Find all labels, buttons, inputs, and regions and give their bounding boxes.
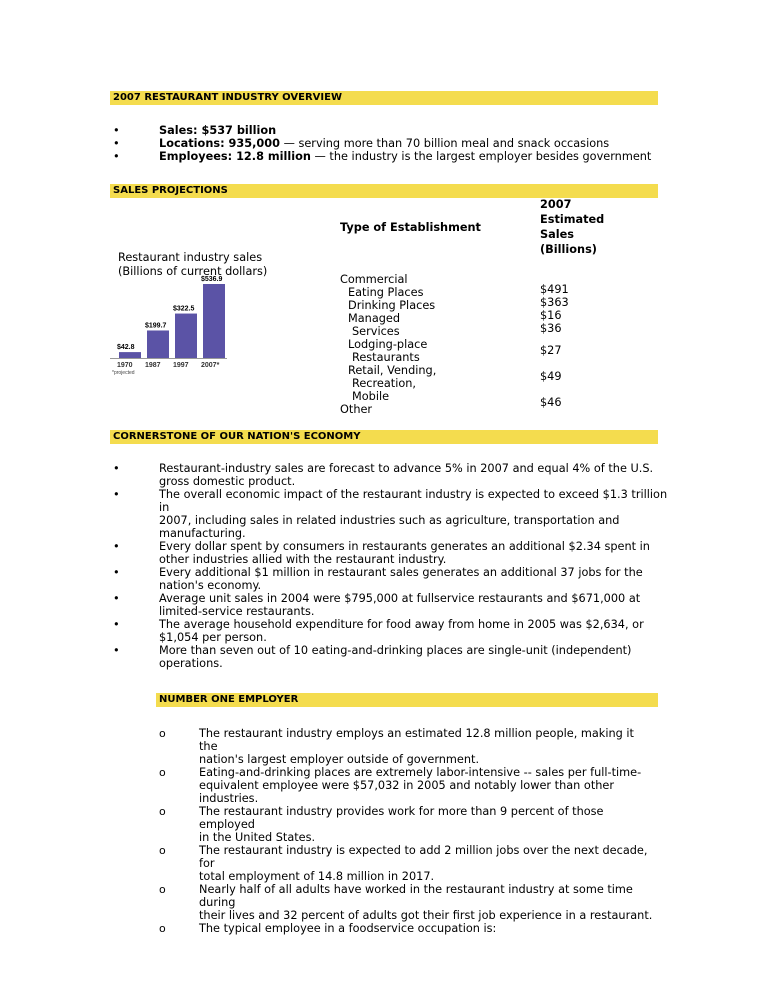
sales-bar-chart	[110, 276, 250, 376]
employer-list	[156, 727, 656, 935]
type-label: Commercial	[340, 273, 408, 286]
chart-tick-label: 2007*	[201, 362, 220, 369]
list-item-line: in the United States.	[199, 831, 316, 844]
list-item	[110, 488, 670, 540]
economy-heading: CORNERSTONE OF OUR NATION'S ECONOMY	[110, 430, 658, 444]
bullet-icon: •	[113, 488, 120, 501]
sales-heading: SALES PROJECTIONS	[110, 184, 658, 198]
bullet-icon: •	[113, 150, 120, 163]
chart-tick-label: 1997	[173, 362, 189, 369]
chart-tick-label: 1987	[145, 362, 161, 369]
list-item-line: gross domestic product.	[159, 475, 296, 488]
list-item-line: nation's largest employer outside of government.	[199, 753, 480, 766]
list-item-line: The restaurant industry employs an estimated 12.8 million people, making it the	[199, 727, 634, 753]
sales-value: $46	[540, 396, 562, 409]
list-item-line: Every dollar spent by consumers in restaurants generates an additional $2.34 spent in	[159, 540, 650, 553]
list-item-line: other industries allied with the restaurant industry.	[159, 553, 447, 566]
type-label: Other	[340, 403, 373, 416]
list-item: • Locations: 935,000 — serving more than 70 billion meal and snack occasions	[113, 137, 610, 150]
list-item-line: $1,054 per person.	[159, 631, 267, 644]
list-item: • Sales: $537 billion	[113, 124, 277, 137]
list-item-line: Eating-and-drinking places are extremely labor-intensive -- sales per full-time-	[199, 766, 642, 779]
list-item-line: nation's economy.	[159, 579, 262, 592]
bullet-icon: •	[113, 462, 120, 475]
circle-bullet-icon: o	[159, 883, 166, 896]
chart-tick-label: 1970	[117, 362, 133, 369]
list-item-line: The typical employee in a foodservice occupation is:	[199, 922, 497, 935]
list-item-line: equivalent employee were $57,032 in 2005 and notably lower than other	[199, 779, 615, 792]
sales-values	[540, 283, 569, 409]
type-label: Eating Places	[348, 286, 424, 299]
bullet-icon: •	[113, 124, 120, 137]
list-item-line: their lives and 32 percent of adults got their first job experience in a restaurant.	[199, 909, 653, 922]
list-item-line: manufacturing.	[159, 527, 246, 540]
list-item-line: Average unit sales in 2004 were $795,000 at fullservice restaurants and $671,000 at	[159, 592, 641, 605]
list-item-line: The restaurant industry provides work for more than 9 percent of those employed	[199, 805, 604, 831]
list-item	[156, 805, 656, 844]
list-item-line: The average household expenditure for food away from home in 2005 was $2,634, or	[159, 618, 644, 631]
bullet-icon: •	[113, 566, 120, 579]
bullet-icon: •	[113, 644, 120, 657]
type-label: Managed	[348, 312, 401, 325]
circle-bullet-icon: o	[159, 805, 166, 818]
chart-caption-line: (Billions of current dollars)	[118, 265, 268, 278]
list-item	[156, 844, 656, 883]
type-column-header: Type of Establishment	[340, 221, 481, 234]
list-item-line: operations.	[159, 657, 223, 670]
sales-value: $49	[540, 370, 562, 383]
chart-caption	[118, 251, 267, 279]
list-item	[110, 566, 670, 592]
chart-bar	[119, 352, 141, 358]
list-item	[110, 462, 670, 488]
chart-value-label: $322.5	[173, 305, 195, 313]
type-label: Drinking Places	[348, 299, 436, 312]
type-label: Mobile	[352, 390, 390, 403]
circle-bullet-icon: o	[159, 844, 166, 857]
list-item	[110, 618, 670, 644]
chart-value-label: $42.8	[117, 344, 135, 352]
list-item-line: The overall economic impact of the restaurant industry is expected to exceed $1.3 trillion in	[159, 488, 668, 514]
list-item	[156, 766, 656, 805]
list-item: • Employees: 12.8 million — the industry is the largest employer besides government	[113, 150, 652, 163]
circle-bullet-icon: o	[159, 766, 166, 779]
type-label: Restaurants	[352, 351, 420, 364]
chart-bar	[175, 314, 197, 358]
sales-value: $36	[540, 322, 562, 335]
list-item	[156, 727, 656, 766]
type-label: Recreation,	[352, 377, 417, 390]
overview-heading: 2007 RESTAURANT INDUSTRY OVERVIEW	[110, 91, 658, 105]
list-item-line: The restaurant industry is expected to add 2 million jobs over the next decade, for	[199, 844, 648, 870]
bullet-icon: •	[113, 137, 120, 150]
establishment-types	[340, 273, 436, 416]
chart-caption-line: Restaurant industry sales	[118, 251, 263, 264]
chart-bar	[203, 284, 225, 358]
chart-bar	[147, 330, 169, 358]
list-item	[156, 922, 656, 935]
economy-list	[110, 462, 670, 670]
list-item-line: industries.	[199, 792, 259, 805]
circle-bullet-icon: o	[159, 922, 166, 935]
list-item-line: total employment of 14.8 million in 2017.	[199, 870, 435, 883]
list-item-line: Every additional $1 million in restaurant sales generates an additional 37 jobs for the	[159, 566, 643, 579]
chart-value-label: $536.9	[201, 276, 223, 283]
list-item	[110, 644, 670, 670]
sales-column-header: 2007 Estimated Sales (Billions)	[540, 198, 605, 256]
list-item-line: Nearly half of all adults have worked in the restaurant industry at some time during	[199, 883, 633, 909]
type-label: Retail, Vending,	[348, 364, 437, 377]
list-item-line: 2007, including sales in related industries such as agriculture, transportation and	[159, 514, 620, 527]
chart-note: *projected	[112, 370, 135, 376]
bullet-icon: •	[113, 592, 120, 605]
sales-value: $491	[540, 283, 569, 296]
type-label: Services	[352, 325, 400, 338]
overview-list	[110, 124, 670, 163]
list-item-line: Restaurant-industry sales are forecast to advance 5% in 2007 and equal 4% of the U.S.	[159, 462, 654, 475]
list-item-line: More than seven out of 10 eating-and-drinking places are single-unit (independent)	[159, 644, 632, 657]
list-item	[156, 883, 656, 922]
employer-heading: NUMBER ONE EMPLOYER	[156, 693, 658, 707]
bullet-icon: •	[113, 618, 120, 631]
list-item-line: limited-service restaurants.	[159, 605, 315, 618]
sales-value: $16	[540, 309, 562, 322]
sales-value: $363	[540, 296, 569, 309]
circle-bullet-icon: o	[159, 727, 166, 740]
sales-value: $27	[540, 344, 562, 357]
list-item	[110, 592, 670, 618]
bullet-icon: •	[113, 540, 120, 553]
list-item	[110, 540, 670, 566]
chart-value-label: $199.7	[145, 322, 167, 330]
type-label: Lodging-place	[348, 338, 428, 351]
